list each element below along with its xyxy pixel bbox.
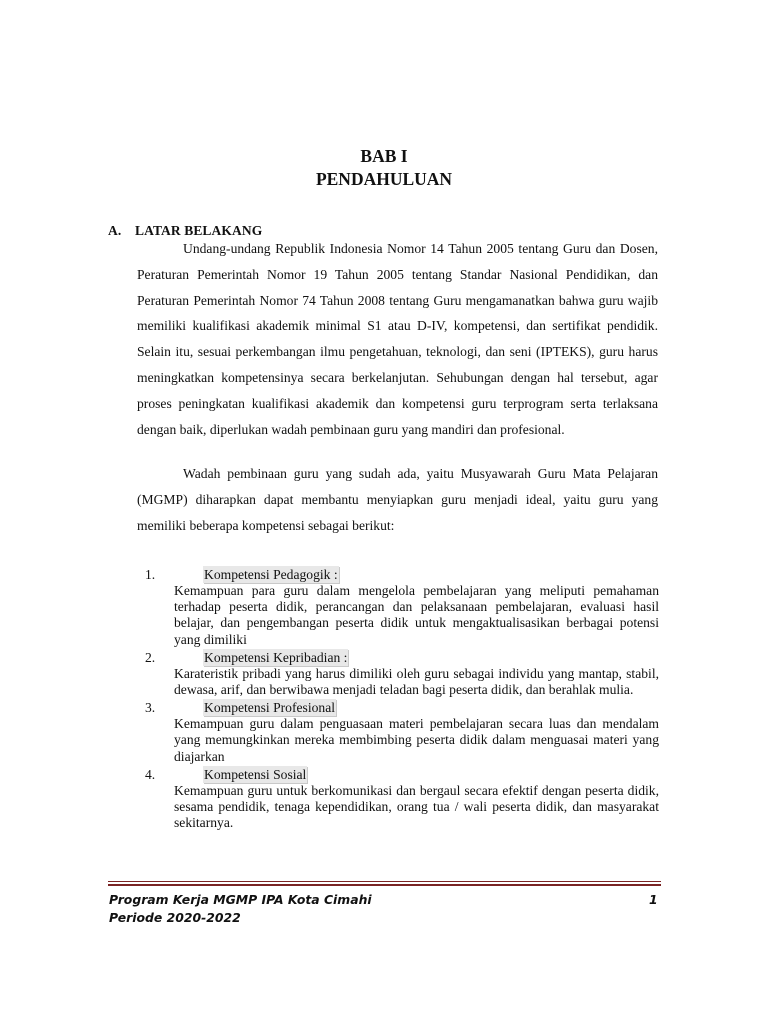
footer-program-title: Program Kerja MGMP IPA Kota Cimahi bbox=[109, 892, 372, 907]
competency-item bbox=[145, 566, 659, 648]
competency-description: Kemampuan guru dalam penguasaan materi pembelajaran secara luas dan mendalam yang memungkinkan mereka membimbing peserta didik dalam menguasai materi yang diajarkan bbox=[174, 716, 659, 764]
footer-rule-thin bbox=[108, 881, 661, 882]
competency-description: Karateristik pribadi yang harus dimiliki oleh guru sebagai individu yang mantap, stabil, dewasa, arif, dan berwibawa menjadi teladan bagi peserta didik, dan berahlak mulia. bbox=[174, 665, 659, 698]
paragraph-background: Undang-undang Republik Indonesia Nomor 14 Tahun 2005 tentang Guru dan Dosen, Peraturan Pemerintah Nomor 19 Tahun 2005 tentang Standar Nasional Pendidikan, dan Peraturan Pemerintah Nomor 74 Tahun 2008 tentang Guru mengamanatkan bahwa guru wajib memiliki kualifikasi akademik minimal S1 atau D-IV, kompetensi, dan sertifikat pendidik. Selain itu, sesuai perkembangan ilmu pengetahuan, teknologi, dan seni (IPTEKS), guru harus meningkatkan kompetensinya secara berkelanjutan. Sehubungan dengan hal tersebut, agar proses peningkatan kualifikasi akademik dan kompetensi guru terprogram serta terlaksana dengan baik, diperlukan wadah pembinaan guru yang mandiri dan profesional. bbox=[137, 241, 658, 437]
paragraph-mgmp: Wadah pembinaan guru yang sudah ada, yaitu Musyawarah Guru Mata Pelajaran (MGMP) diharapkan dapat membantu menyiapkan guru menjadi ideal, yaitu guru yang memiliki beberapa kompetensi sebagai berikut: bbox=[137, 466, 658, 533]
competency-description: Kemampuan para guru dalam mengelola pembelajaran yang meliputi pemahaman terhadap peserta didik, perancangan dan pelaksanaan pembelajaran, evaluasi hasil belajar, dan pengembangan peserta didik untuk mengaktualisasikan berbagai potensi yang dimiliki bbox=[174, 583, 659, 647]
competency-title: Kompetensi Pedagogik : bbox=[204, 567, 338, 582]
footer-rule-thick bbox=[108, 884, 661, 886]
competency-title: Kompetensi Profesional bbox=[204, 700, 336, 716]
competency-title: Kompetensi Sosial bbox=[204, 766, 307, 782]
chapter-number: BAB I bbox=[360, 146, 408, 166]
section-number: A. bbox=[108, 223, 122, 238]
footer-page-number: 1 bbox=[649, 892, 658, 907]
competency-list bbox=[145, 566, 659, 831]
competency-item bbox=[145, 649, 659, 698]
competency-item bbox=[145, 766, 659, 832]
footer-period: Periode 2020-2022 bbox=[109, 910, 241, 925]
competency-number: 4. bbox=[145, 766, 156, 782]
section-title: LATAR BELAKANG bbox=[135, 223, 263, 238]
competency-item bbox=[145, 699, 659, 765]
chapter-title: PENDAHULUAN bbox=[315, 169, 453, 189]
competency-number: 3. bbox=[145, 700, 156, 716]
competency-number: 2. bbox=[145, 649, 156, 665]
competency-title: Kompetensi Kepribadian : bbox=[204, 649, 348, 665]
competency-description: Kemampuan guru untuk berkomunikasi dan bergaul secara efektif dengan peserta didik, sesama pendidik, tenaga kependidikan, orang tua / wali peserta didik, dan masyarakat sekitarnya. bbox=[174, 782, 659, 831]
competency-number: 1. bbox=[145, 567, 156, 582]
